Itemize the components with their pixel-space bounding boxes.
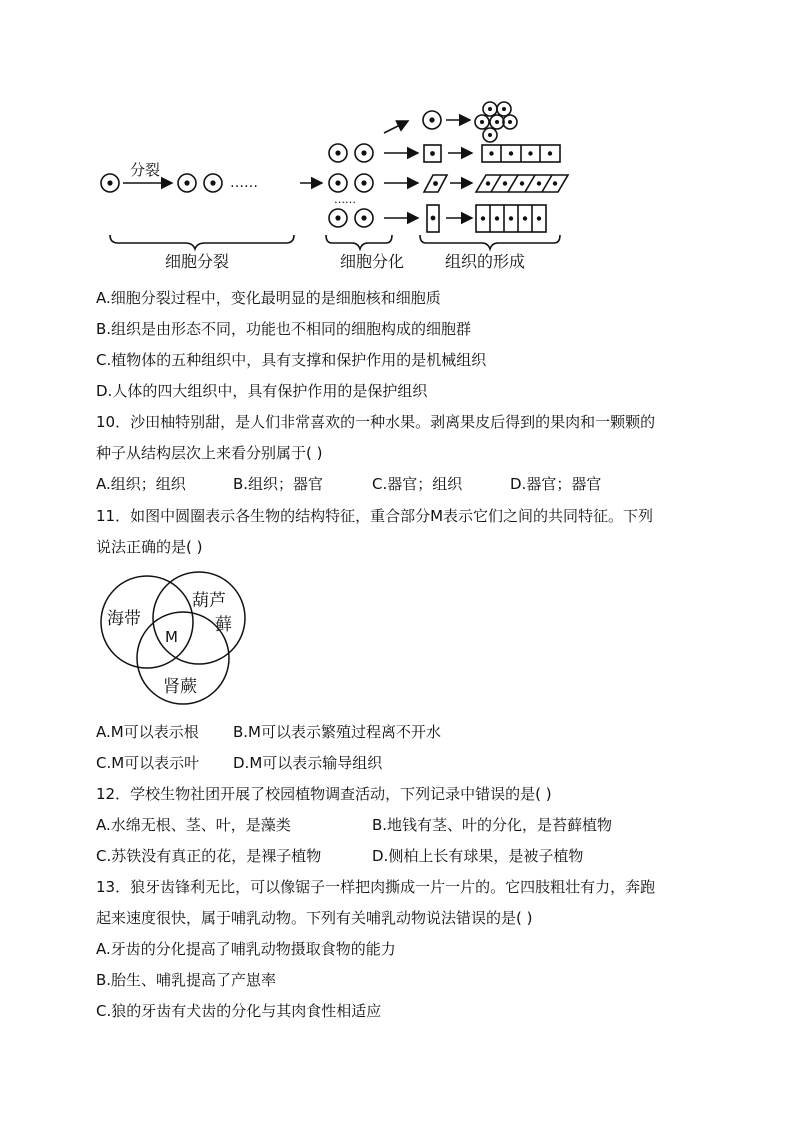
q10-option-d: D.器官；器官 <box>510 475 602 493</box>
q9-option-c: C.植物体的五种组织中，具有支撑和保护作用的是机械组织 <box>96 351 487 369</box>
q9-option-b: B.组织是由形态不同，功能也不相同的细胞构成的细胞群 <box>96 320 472 338</box>
q11-option-b: B.M可以表示繁殖过程离不开水 <box>233 723 442 741</box>
q11-option-a: A.M可以表示根 <box>96 723 199 741</box>
venn-label-m: M <box>165 628 178 646</box>
q10-stem-line1: 10．沙田柚特别甜，是人们非常喜欢的一种水果。剥离果皮后得到的果肉和一颗颗的 <box>96 413 656 431</box>
q10-stem-line2: 种子从结构层次上来看分别属于( ) <box>96 444 323 462</box>
q11-stem-line2: 说法正确的是( ) <box>96 538 203 556</box>
brace-label-tissue: 组织的形成 <box>445 252 526 271</box>
q13-stem-line2: 起来速度很快，属于哺乳动物。下列有关哺乳动物说法错误的是( ) <box>96 909 533 927</box>
venn-label-shenjue: 肾蕨 <box>163 677 197 697</box>
q11-stem-line1: 11．如图中圆圈表示各生物的结构特征，重合部分M表示它们之间的共同特征。下列 <box>96 507 654 525</box>
division-label: 分裂 <box>130 161 161 179</box>
q12-option-c: C.苏铁没有真正的花，是裸子植物 <box>96 847 322 865</box>
q13-stem-line1: 13．狼牙齿锋利无比，可以像锯子一样把肉撕成一片一片的。它四肢粗壮有力，奔跑 <box>96 878 656 896</box>
q12-stem: 12．学校生物社团开展了校园植物调查活动，下列记录中错误的是( ) <box>96 785 552 803</box>
q12-option-d: D.侧柏上长有球果，是被子植物 <box>372 847 584 865</box>
ellipsis-small: …… <box>334 193 356 206</box>
q12-option-a: A.水绵无根、茎、叶，是藻类 <box>96 816 291 834</box>
venn-label-hulu: 葫芦 <box>192 591 226 611</box>
q12-option-b: B.地钱有茎、叶的分化，是苔藓植物 <box>372 816 613 834</box>
venn-diagram <box>95 570 265 708</box>
q10-option-c: C.器官；组织 <box>372 475 463 493</box>
brace-label-division: 细胞分裂 <box>165 252 230 271</box>
brace-label-differentiation: 细胞分化 <box>340 252 405 271</box>
q11-option-d: D.M可以表示输导组织 <box>233 754 383 772</box>
q11-option-c: C.M可以表示叶 <box>96 754 200 772</box>
q10-option-b: B.组织；器官 <box>233 475 324 493</box>
q10-option-a: A.组织；组织 <box>96 475 186 493</box>
q13-option-c: C.狼的牙齿有犬齿的分化与其肉食性相适应 <box>96 1002 382 1020</box>
cell-division-diagram <box>90 95 570 275</box>
q13-option-a: A.牙齿的分化提高了哺乳动物摄取食物的能力 <box>96 940 396 958</box>
venn-label-xian: 藓 <box>215 615 232 635</box>
q9-option-d: D.人体的四大组织中，具有保护作用的是保护组织 <box>96 382 428 400</box>
q13-option-b: B.胎生、哺乳提高了产崽率 <box>96 971 277 989</box>
ellipsis: …… <box>230 175 258 191</box>
venn-label-haidai: 海带 <box>107 609 141 629</box>
q9-option-a: A.细胞分裂过程中，变化最明显的是细胞核和细胞质 <box>96 289 441 307</box>
